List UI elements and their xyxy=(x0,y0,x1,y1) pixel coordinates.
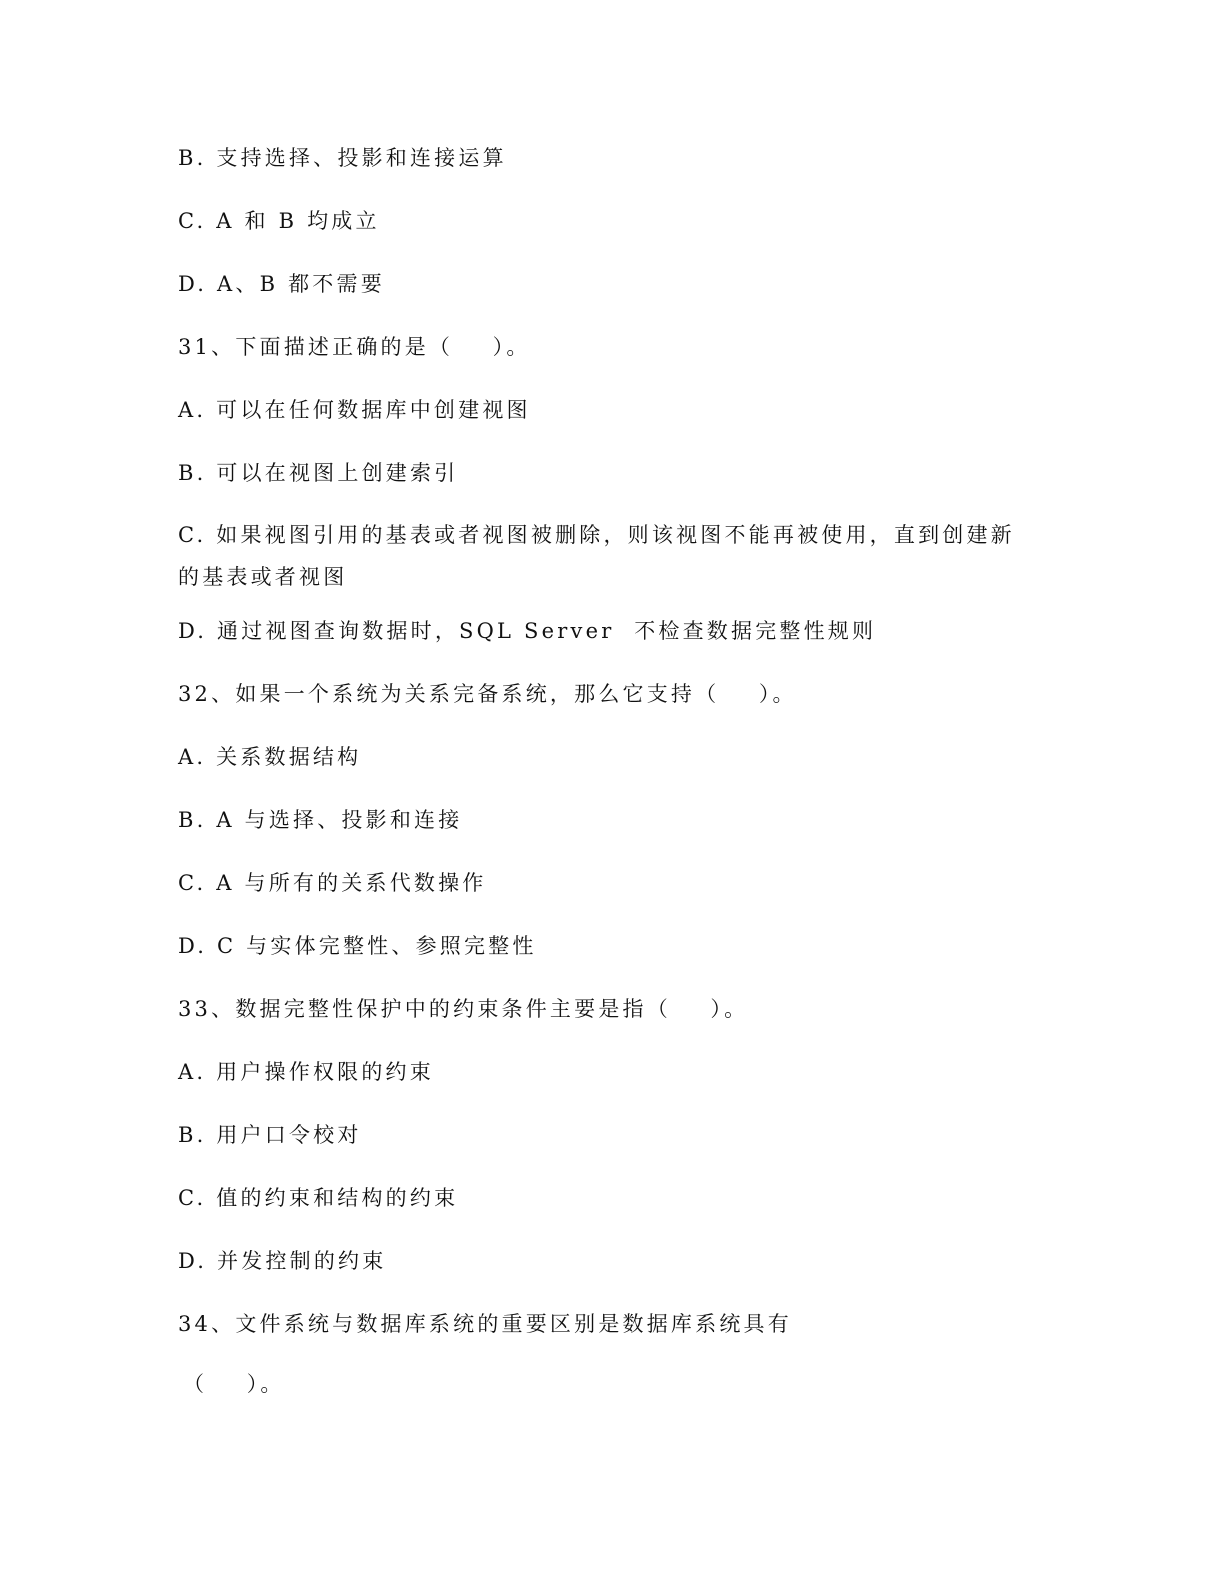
option-c-q31: C. 如果视图引用的基表或者视图被删除，则该视图不能再被使用，直到创建新的基表或者视图 xyxy=(178,523,1015,589)
option-a-q32: A. 关系数据结构 xyxy=(178,745,362,769)
question-31: 31、下面描述正确的是（ ）。 xyxy=(178,335,531,359)
option-d-q31: D. 通过视图查询数据时，SQL Server 不检查数据完整性规则 xyxy=(178,619,877,643)
option-d-q32: D. C 与实体完整性、参照完整性 xyxy=(178,934,537,958)
option-a-q31: A. 可以在任何数据库中创建视图 xyxy=(178,398,531,422)
option-b-q32: B. A 与选择、投影和连接 xyxy=(178,808,463,832)
question-34: 34、文件系统与数据库系统的重要区别是数据库系统具有 xyxy=(178,1312,792,1336)
option-a-q33: A. 用户操作权限的约束 xyxy=(178,1060,434,1084)
question-33: 33、数据完整性保护中的约束条件主要是指（ ）。 xyxy=(178,997,749,1021)
option-b-q33: B. 用户口令校对 xyxy=(178,1123,362,1147)
option-c-q33: C. 值的约束和结构的约束 xyxy=(178,1186,459,1210)
option-c-q30: C. A 和 B 均成立 xyxy=(178,209,380,233)
option-b-q31: B. 可以在视图上创建索引 xyxy=(178,461,459,485)
option-b-q30: B. 支持选择、投影和连接运算 xyxy=(178,146,507,170)
question-34-blank: （ ）。 xyxy=(183,1372,285,1396)
option-c-q32: C. A 与所有的关系代数操作 xyxy=(178,871,487,895)
option-d-q30: D. A、B 都不需要 xyxy=(178,272,385,296)
option-d-q33: D. 并发控制的约束 xyxy=(178,1249,387,1273)
question-32: 32、如果一个系统为关系完备系统，那么它支持（ ）。 xyxy=(178,682,797,706)
